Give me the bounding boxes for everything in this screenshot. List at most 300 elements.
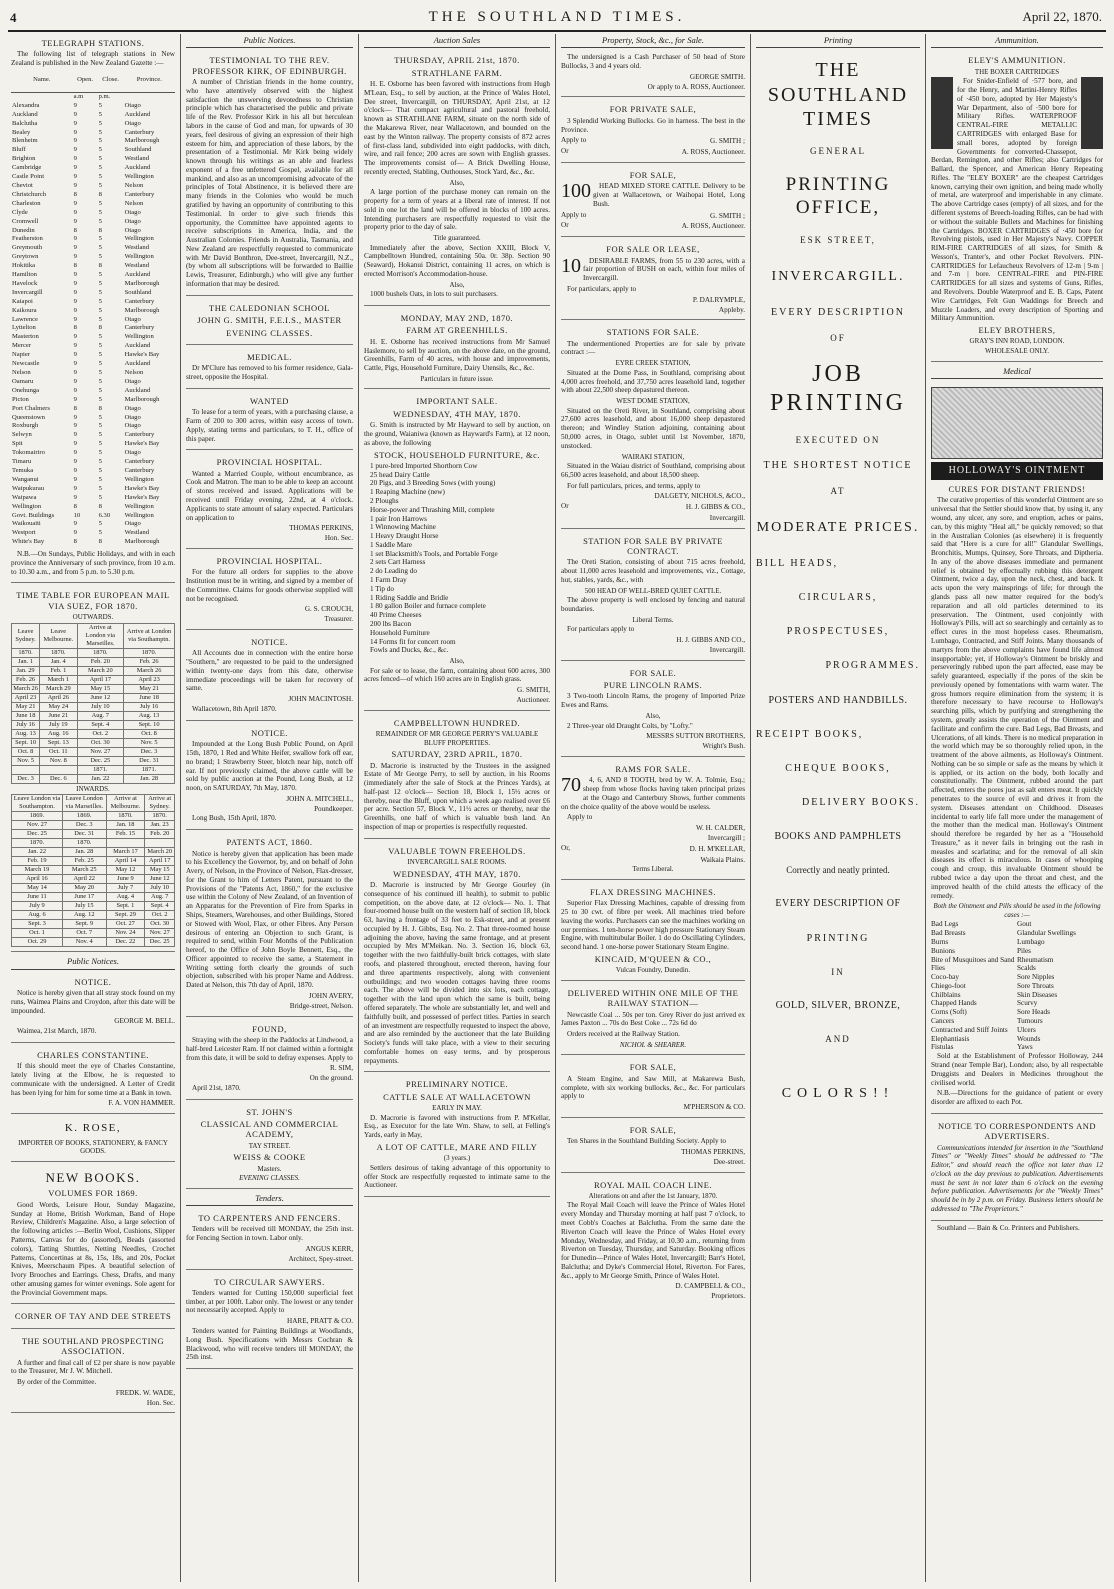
list-item: Elephantiasis	[931, 1034, 970, 1043]
table-cell: Sept. 13	[40, 738, 77, 747]
table-row	[11, 324, 175, 333]
table-cell: March 17	[106, 848, 145, 857]
list-item: Chiego-foot	[931, 981, 966, 990]
table-cell: Auckland	[12, 110, 38, 118]
station-name: EYRE CREEK STATION,	[615, 359, 691, 368]
ad-subheading: Also,	[645, 712, 661, 721]
ad-signature: D. CAMPBELL & CO.,	[675, 1282, 745, 1291]
table-cell: Invercargill	[12, 288, 43, 296]
table-header: Leave London via Southampton.	[12, 795, 63, 812]
table-cell: 5	[98, 351, 102, 359]
list-item: 14 Forms fit for concert room	[370, 637, 456, 646]
ad-heading: FOUND,	[252, 1023, 287, 1034]
table-row	[12, 774, 175, 783]
ad-heading: PATENTS ACT, 1860.	[226, 837, 313, 848]
table-row	[12, 657, 175, 666]
table-cell: 1871.	[124, 765, 175, 774]
table-cell: Port Chalmers	[12, 404, 50, 412]
ad-body: HEAD MIXED STORE CATTLE. Delivery to be given at Wallacetown, or Waihopai Hotel, Long Bush.	[593, 182, 745, 208]
print-line: OF	[830, 333, 846, 344]
section-heading: Tenders.	[186, 1192, 353, 1206]
ad-signature: Dee-street.	[713, 1157, 745, 1166]
table-cell: 1870.	[77, 648, 124, 657]
telegraph-rows	[11, 102, 175, 547]
table-row	[12, 866, 175, 875]
table-cell: Auckland	[124, 342, 151, 350]
ad-body: H. E. Osborne has received instructions from Mr Samuel Haslemore, to sell by auction, on the above date, on the ground, Greenhills, Farm of 40 acres, with house and improvements, Cattle, Pigs, Household Furniture, Dairy Utensils, &c., &c.	[364, 337, 550, 373]
table-cell: Nov. 4	[62, 938, 106, 947]
list-item: Household Furniture	[370, 628, 430, 637]
ad-body: H. E. Osborne has been favored with instructions from Hugh M'Lean, Esq., to sell by auction, at the Prince of Wales Hotel, Dee street, Invercargill, on THURSDAY, April 21st, at 12 o'clock— That compact agricultural and pastoral freehold, known as STRATHLANE FARM, situate on the north side of the Makarewa River, near Wallacetown, and bounded on the east by the Winton railway. The property consists of 872 acres of first-class land, subdivided into eight paddocks, with ditch, wire, and rail fence; 200 acres are sown with English grasses. The improvements consist of— A Brick Dwelling House, recently erected, Stabling, Outhouses, Stock Yard, &c., &c.	[364, 80, 550, 176]
ad-subheading: REMAINDER OF MR GEORGE PERRY'S VALUABLE BLUFF PROPERTIES.	[375, 730, 539, 747]
ad-body: Situated on the Oreti River, in Southland, comprising about 27,600 acres leasehold, and about 16,000 sheep depastured thereon; and Windley Station adjoining, containing about 50,000 acres, in Otago, sublet until 1st November, 1870, unstocked.	[561, 406, 745, 450]
unit-label: a.m	[73, 92, 84, 100]
table-header: Arrive at Melbourne.	[106, 795, 145, 812]
table-cell: Feb. 20	[145, 830, 175, 839]
flax-machines	[561, 883, 745, 981]
print-line: COLORS!!	[781, 1085, 895, 1101]
table-cell: July 7	[106, 884, 145, 893]
table-cell: 9	[73, 173, 77, 181]
ad-subheading: CLASSICAL AND COMMERCIAL ACADEMY,	[200, 1119, 339, 1140]
table-cell: 9	[73, 395, 77, 403]
table-row	[11, 244, 175, 253]
table-cell: 9	[73, 181, 77, 189]
table-cell: 8	[98, 404, 102, 412]
holloway-banner: HOLLOWAY'S OINTMENT	[931, 462, 1103, 480]
list-item: Fowls and Ducks, &c., &c.	[370, 646, 449, 655]
table-cell: 1870.	[40, 648, 77, 657]
table-row	[11, 396, 175, 405]
ad-body: For sale or to lease, the farm, containing about 600 acres, 300 acres fenced—of which 160 acres are in English grass.	[364, 666, 550, 684]
lot-list	[370, 462, 550, 655]
table-header: Open.	[73, 70, 98, 93]
table-row	[12, 693, 175, 702]
ad-body: D. Macrorie is favored with instructions from P. M'Kellar, Esq., as Executor for the late Wm. Shaw, to sell, at Felling's Yards, early in May,	[364, 1113, 550, 1140]
ailment-column	[931, 920, 1017, 1052]
ad-signature: KINCAID, M'QUEEN & CO.,	[594, 953, 712, 964]
table-cell: Otago	[124, 315, 141, 323]
table-cell: May 21	[12, 702, 40, 711]
list-item: Glandular Swellings	[1017, 929, 1076, 938]
print-line: THE SOUTHLAND TIMES	[767, 59, 909, 131]
table-row	[11, 200, 175, 209]
table-row	[11, 209, 175, 218]
table-row	[12, 821, 175, 830]
print-line: EXECUTED ON	[795, 434, 881, 445]
table-cell: 8	[98, 502, 102, 510]
ad-body: A large portion of the purchase money can remain on the property for a term of years at a liberal rate of interest. If not sold in one lot the land will be offered in blocks of 100 acres. Intending purchasers are respectfully requested to visit the property prior to the day of sale.	[364, 188, 550, 232]
table-cell: July 19	[40, 720, 77, 729]
list-item: 1 Saddle Mare	[370, 540, 412, 549]
ad-heading: THE SOUTHLAND PROSPECTING ASSOCIATION.	[21, 1335, 165, 1357]
table-cell: April 17	[145, 857, 175, 866]
list-item: 2 Ploughs	[370, 497, 399, 505]
ad-body: For full particulars, prices, and terms, apply to	[567, 481, 701, 490]
table-cell: 9	[73, 297, 77, 305]
ad-heading: FOR PRIVATE SALE,	[609, 104, 697, 115]
ad-heading: TESTIMONIAL TO THE REV. PROFESSOR KIRK, OF EDINBURGH.	[192, 55, 347, 76]
table-header: Close.	[98, 70, 124, 93]
ad-signature: FREDK. W. WADE,	[115, 1388, 175, 1397]
table-cell: 6.30	[98, 511, 111, 519]
ad-body: The following list of telegraph stations in New Zealand is published in the New Zealand Gazette :—	[11, 50, 175, 68]
table-cell: 9	[73, 466, 77, 474]
table-cell: Jan. 23	[145, 821, 175, 830]
ad-subheading: Also,	[449, 280, 465, 289]
table-cell: 9	[73, 520, 77, 528]
ad-signature: NICHOL & SHEARER.	[619, 1040, 687, 1049]
print-line: BOOKS AND PAMPHLETS	[774, 831, 902, 843]
table-row	[11, 262, 175, 271]
steam-engine-sale	[561, 1058, 745, 1117]
table-cell: Oct. 29	[12, 938, 63, 947]
list-item: Bad Breasts	[931, 929, 966, 938]
table-row	[11, 298, 175, 307]
table-row	[11, 520, 175, 529]
table-cell	[40, 765, 77, 774]
table-cell: Featherston	[12, 235, 43, 243]
private-sale	[561, 100, 745, 162]
table-cell: Dec. 25	[77, 756, 124, 765]
table-cell: April 26	[40, 693, 77, 702]
table-cell: Wellington	[124, 475, 154, 483]
table-cell	[106, 839, 145, 848]
table-cell: June 18	[124, 693, 175, 702]
table-cell: 5	[98, 342, 102, 350]
table-cell: Oct. 11	[40, 747, 77, 756]
table-row	[12, 702, 175, 711]
table-row	[11, 414, 175, 423]
list-item: Bite of Musquitoes and Sand Flies	[931, 955, 1015, 973]
table-cell: Feb. 20	[77, 657, 124, 666]
table-cell	[145, 839, 175, 848]
ailment-column	[1017, 920, 1103, 1052]
tender-carpenters	[186, 1209, 353, 1269]
ad-signature: Bridge-street, Nelson.	[289, 1001, 353, 1010]
table-cell: June 12	[77, 693, 124, 702]
table-header: Province.	[124, 70, 175, 93]
table-cell: Queenstown	[12, 413, 45, 421]
tender-sawyers	[186, 1273, 353, 1370]
eley-ammunition	[931, 51, 1103, 361]
table-cell: Otago	[124, 422, 141, 430]
table-row	[11, 422, 175, 431]
ad-signature: ELEY BROTHERS,	[978, 325, 1056, 336]
table-cell: Sept. 10	[124, 720, 175, 729]
ad-body: Tenders will be received till MONDAY, the 25th inst. for Fencing Section in town. Labor only.	[186, 1225, 353, 1243]
list-item: Chapped Hands	[931, 999, 977, 1008]
ad-body: G. Smith is instructed by Mr Hayward to sell by auction, on the ground, Waianiwa (known as Hayward's Farm), at 12 noon, as above, the following	[364, 421, 550, 447]
station-name: WAIRAKI STATION,	[621, 452, 685, 461]
ad-subheading: STOCK, HOUSEHOLD FURNITURE, &c.	[374, 449, 540, 460]
table-cell: Brighton	[12, 155, 36, 163]
printing-office-ad	[756, 58, 920, 1102]
ad-date-heading: WEDNESDAY, 4TH MAY, 1870.	[393, 408, 521, 419]
ad-signature: MESSRS SUTTON BROTHERS,	[646, 732, 745, 741]
ad-body: The undermentioned Properties are for sale by private contract :—	[561, 339, 745, 357]
table-row	[12, 756, 175, 765]
table-cell: Temuka	[12, 466, 34, 474]
table-cell: Hawke's Bay	[124, 493, 160, 501]
table-cell: June 18	[12, 711, 40, 720]
table-cell: Jan. 18	[106, 821, 145, 830]
ad-subheading: WEISS & COOKE	[233, 1152, 306, 1163]
table-cell: 8	[73, 502, 77, 510]
ad-subheading: IMPORTER OF BOOKS, STATIONERY, & FANCY GOODS.	[18, 1138, 168, 1156]
table-cell: Feb. 19	[12, 857, 63, 866]
table-cell: Hawke's Bay	[124, 440, 160, 448]
ad-body: By order of the Committee.	[17, 1378, 97, 1387]
ad-body: Apply to	[561, 136, 587, 145]
table-cell: Wellington	[124, 502, 154, 510]
ad-signature: A. ROSS, Auctioneer.	[681, 148, 745, 157]
table-cell: March 26	[124, 666, 175, 675]
print-line: JOB PRINTING	[770, 361, 906, 417]
table-cell: Nelson	[12, 369, 31, 377]
print-line: AND	[825, 1033, 851, 1044]
ad-subheading: Terms Liberal.	[632, 865, 674, 874]
table-cell: 5	[98, 484, 102, 492]
ad-body: The undersigned is a Cash Purchaser of 50 head of Store Bullocks, 3 and 4 years old.	[561, 53, 745, 71]
table-cell: 5	[98, 360, 102, 368]
table-row	[11, 485, 175, 494]
table-row	[11, 173, 175, 182]
ad-body: N.B.—Directions for the guidance of patient or every disorder are affixed to each Pot.	[931, 1089, 1103, 1107]
table-cell: June 11	[12, 893, 63, 902]
table-cell: Otago	[124, 520, 141, 528]
table-cell: Feb. 15	[106, 830, 145, 839]
column-2	[183, 34, 356, 1582]
ad-heading: MEDICAL.	[247, 351, 292, 362]
ad-body: Impounded at the Long Bush Public Pound, on April 15th, 1870, 1 Red and White Heifer, swallow fork off ear, no brand; 1 Strawberry Steer, blotch near hip, notch off ear. If not previously claimed, the above cattle will be sold by public auction at the Pound, Long Bush, at 12 noon, on SATURDAY, 7th May, 1870.	[186, 740, 353, 793]
table-cell: 5	[98, 333, 102, 341]
strathlane-farm	[364, 51, 550, 306]
list-item: Coco-bay	[931, 973, 959, 982]
ad-signature: W. H. CALDER,	[695, 824, 745, 833]
table-row	[11, 405, 175, 414]
ad-signature: H. J. GIBBS & CO.,	[685, 503, 745, 512]
list-item: Piles	[1017, 946, 1031, 955]
ad-signature: JOHN MACINTOSH.	[288, 695, 353, 704]
ad-subheading: 500 HEAD OF WELL-BRED QUIET CATTLE.	[584, 586, 722, 595]
ad-heading: IMPORTANT SALE.	[416, 396, 498, 407]
table-cell: July 10	[77, 702, 124, 711]
table-header: Name.	[11, 70, 73, 93]
table-row	[11, 111, 175, 120]
table-cell: Spit	[12, 440, 23, 448]
table-header: Arrive at London via Southamptn.	[124, 623, 175, 648]
ad-heading: STRATHLANE FARM.	[411, 67, 503, 78]
table-header: Leave London via Marseilles.	[62, 795, 106, 812]
table-row	[12, 875, 175, 884]
table-cell: Sept. 9	[62, 920, 106, 929]
table-cell: Waipukurau	[12, 484, 45, 492]
table-cell: Otago	[124, 413, 141, 421]
table-cell: Wellington	[124, 333, 154, 341]
table-cell: Canterbury	[124, 190, 155, 198]
charles-constantine	[11, 1046, 175, 1114]
list-item: Rheumatism	[1017, 955, 1054, 964]
ad-subheading: Particulars in future issue.	[420, 374, 494, 383]
ad-body: Settlers desirous of taking advantage of this opportunity to offer Stock are respectfully requested to intimate same to the Auctioneer.	[364, 1163, 550, 1190]
ad-heading: STATION FOR SALE BY PRIVATE CONTRACT.	[583, 535, 723, 557]
ad-signature: JOHN A. MITCHELL,	[286, 794, 353, 803]
ad-signature: Auctioneer.	[516, 695, 550, 704]
ad-heading: STATIONS FOR SALE.	[606, 327, 700, 338]
column-1	[8, 34, 178, 1582]
ad-signature: H. J. GIBBS AND CO.,	[676, 636, 745, 645]
print-line: EVERY DESCRIPTION	[771, 306, 905, 318]
drop-number: 100	[561, 180, 591, 203]
table-row	[11, 227, 175, 236]
table-cell: 5	[98, 395, 102, 403]
table-cell: March 20	[77, 666, 124, 675]
table-cell: 9	[73, 315, 77, 323]
table-cell: Aug. 12	[62, 911, 106, 920]
outwards-rows	[12, 648, 175, 783]
ad-signature: THOMAS PERKINS,	[681, 1148, 745, 1156]
table-row	[11, 182, 175, 191]
print-line: INVERCARGILL.	[771, 268, 905, 284]
list-item: Cancers	[931, 1017, 955, 1026]
list-item: 1 Winnowing Machine	[370, 523, 436, 532]
ad-heading: NOTICE.	[251, 636, 288, 647]
wanted-farm	[186, 392, 353, 450]
table-cell: Alexandra	[12, 101, 40, 109]
table-row	[12, 902, 175, 911]
table-cell: 9	[73, 333, 77, 341]
ad-date: Wallacetown, 8th April 1870.	[192, 705, 277, 714]
ad-heading: PRELIMINARY NOTICE.	[405, 1079, 509, 1090]
print-line: CHEQUE BOOKS,	[785, 762, 891, 774]
ad-subheading: Title guaranteed.	[433, 234, 481, 243]
ad-heading: FOR SALE OR LEASE,	[606, 244, 700, 255]
table-cell: Marlborough	[124, 538, 160, 546]
table-cell: 9	[73, 386, 77, 394]
table-cell: Timaru	[12, 458, 32, 466]
table-cell: Aug. 16	[40, 729, 77, 738]
table-cell: Dec. 25	[12, 830, 63, 839]
new-books	[11, 1165, 175, 1305]
table-cell: Auckland	[124, 386, 151, 394]
table-cell: June 17	[62, 893, 106, 902]
ad-signature: ANGUS KERR,	[305, 1244, 353, 1253]
table-row	[12, 747, 175, 756]
ad-body: Or	[561, 147, 569, 156]
table-cell: Nelson	[124, 199, 144, 207]
medical-notice	[186, 348, 353, 389]
table-cell: 1870.	[145, 812, 175, 821]
table-cell: 5	[98, 119, 102, 127]
table-cell: Feb. 25	[62, 857, 106, 866]
list-item: Bunions	[931, 946, 955, 955]
inwards-table	[11, 794, 175, 947]
list-item: 200 lbs Bacon	[370, 619, 412, 628]
table-cell: Cambridge	[12, 164, 42, 172]
table-cell: 9	[73, 164, 77, 172]
ad-heading: FLAX DRESSING MACHINES.	[589, 886, 717, 897]
table-cell: 5	[98, 271, 102, 279]
table-row	[11, 494, 175, 503]
table-cell: Jan. 1	[12, 657, 40, 666]
print-line: Correctly and neatly printed.	[786, 865, 890, 876]
table-cell: Auckland	[124, 110, 151, 118]
ad-subheading: JOHN G. SMITH, F.E.I.S., MASTER	[197, 315, 342, 326]
table-cell: Marlborough	[124, 306, 160, 314]
table-cell: Masterton	[12, 333, 39, 341]
table-cell: 5	[98, 493, 102, 501]
table-cell: Jan. 4	[40, 657, 77, 666]
table-cell: Otago	[124, 404, 141, 412]
ad-body: If this should meet the eye of Charles Constantine, lately living at the Elbow, he is requested to communicate with the undersigned. A Letter of Credit has been lying for him for some time at a Bank in town.	[11, 1062, 175, 1097]
ad-date-heading: MONDAY, MAY 2ND, 1870.	[400, 313, 514, 324]
table-cell: Greytown	[12, 253, 39, 261]
table-cell: 5	[98, 164, 102, 172]
print-line: PROGRAMMES.	[825, 660, 920, 672]
table-row	[12, 884, 175, 893]
table-cell: Onehunga	[12, 386, 40, 394]
table-cell: Marlborough	[124, 395, 160, 403]
table-cell: 9	[73, 431, 77, 439]
table-cell: May 24	[40, 702, 77, 711]
ad-body: The Oreti Station, consisting of about 715 acres freehold, about 11,000 acres leasehold and improvements, viz., Cottage, hut, stables, yards, &c., with	[561, 558, 745, 585]
rams-for-sale	[561, 760, 745, 880]
table-cell: Jan. 29	[12, 666, 40, 675]
ailment-list	[931, 920, 1103, 1052]
table-cell: Oct. 8	[124, 729, 175, 738]
table-cell: Canterbury	[124, 128, 155, 136]
print-line: GOLD, SILVER, BRONZE,	[775, 999, 901, 1011]
table-row	[11, 440, 175, 449]
ad-body: 3 Two-tooth Lincoln Rams, the progeny of Imported Prize Ewes and Rams.	[561, 692, 745, 710]
table-cell: 9	[73, 422, 77, 430]
column-divider	[180, 34, 181, 1582]
table-cell: 1870.	[12, 839, 63, 848]
ad-heading: NOTICE.	[251, 727, 288, 738]
list-item: Wounds	[1017, 1034, 1041, 1043]
table-cell: 5	[98, 529, 102, 537]
ad-subheading: Also,	[449, 657, 465, 666]
ad-body: Apply to	[567, 813, 593, 822]
ad-signature: Or apply to A. ROSS, Auctioneer.	[647, 82, 745, 91]
ad-signature: F. A. VON HAMMER.	[108, 1099, 175, 1108]
table-cell: 9	[73, 458, 77, 466]
print-line: PRINTING OFFICE,	[785, 173, 891, 218]
print-line: CIRCULARS,	[798, 591, 878, 603]
table-cell: Nov. 5	[124, 738, 175, 747]
list-item: Chilblains	[931, 990, 961, 999]
table-cell: 1871.	[77, 765, 124, 774]
ad-subheading: Also,	[449, 178, 465, 187]
ad-body: Or,	[561, 843, 571, 852]
list-item: 1 Tip do	[370, 584, 394, 593]
table-cell: Dec. 25	[145, 938, 175, 947]
ad-body: Communications intended for insertion in the "Southland Times" or "Weekly Times" should be addressed to "The Editor," and should reach the office not later than 12 o'clock on the day previous to publication. Advertisements must be sent in not later than 6 o'clock on the evening before publication. Advertisements for the "Weekly Times" should be in by 2 p.m. on Friday. Business letters should be addressed to "The Proprietors."	[931, 1143, 1103, 1214]
list-item: Contracted and Stiff Joints	[931, 1025, 1008, 1034]
table-cell: 5	[98, 244, 102, 252]
table-cell: 5	[98, 386, 102, 394]
table-cell: April 17	[77, 675, 124, 684]
table-cell: Bealey	[12, 128, 31, 136]
ad-heading: NOTICE.	[74, 976, 112, 987]
table-row	[11, 271, 175, 280]
ad-body: Superior Flax Dressing Machines, capable of dressing from 25 to 30 cwt. of fibre per week. All machines tried before leaving the works. Purchasers can see the machines working on our premises. 1 ten-horse power high pressure Stationary Steam Engine, with multitubular Boiler. 1 do do Oscillating Cylinders, second hand. 1 one-horse power Stationary Steam Engine.	[561, 899, 745, 952]
table-cell: Wellington	[124, 511, 154, 519]
column-divider	[750, 34, 751, 1582]
greenhills-farm	[364, 309, 550, 389]
table-row	[11, 503, 175, 512]
